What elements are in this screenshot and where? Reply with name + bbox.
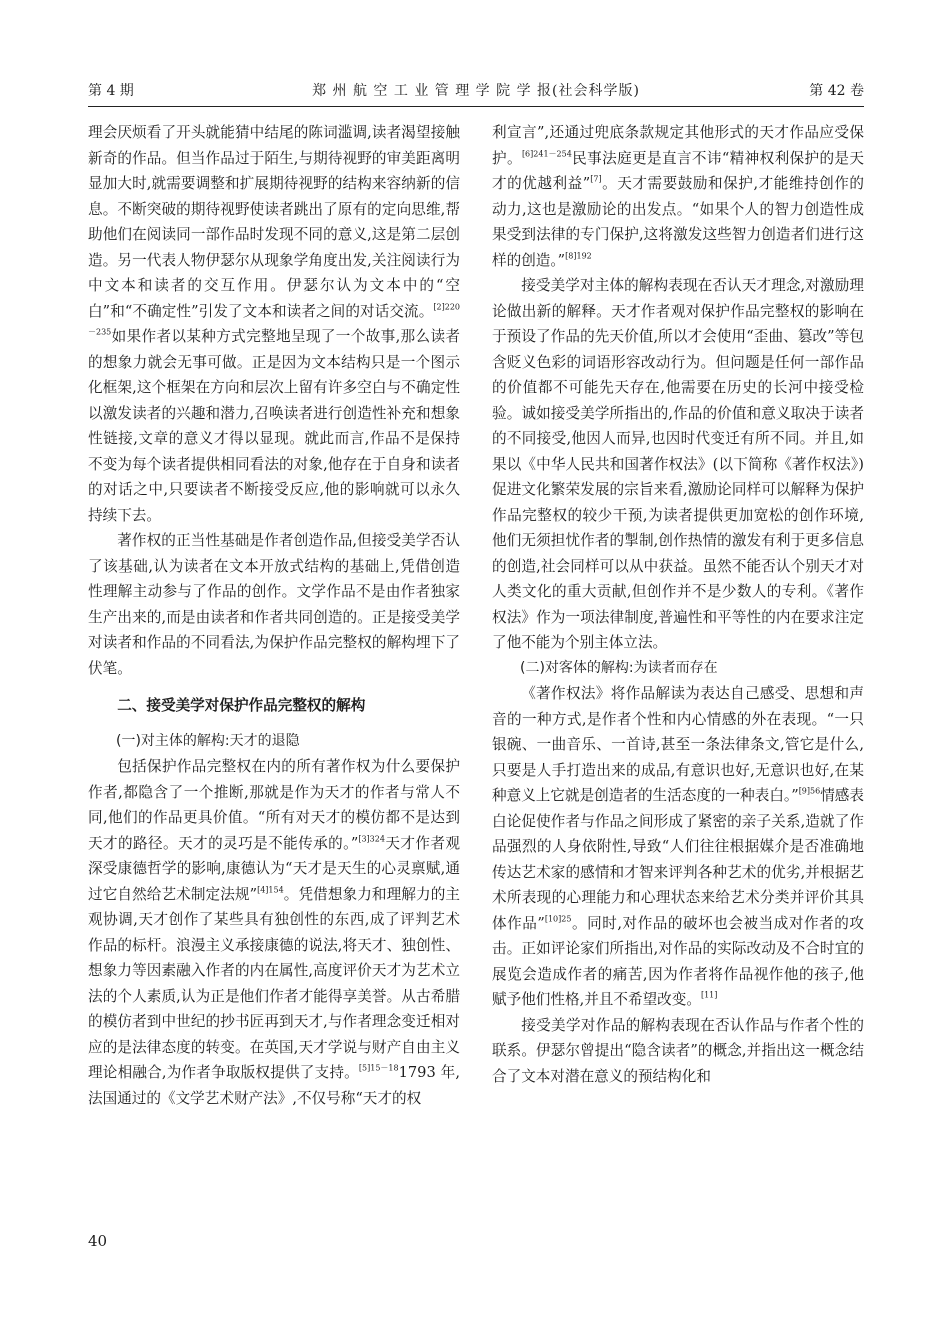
- citation: [6]241－254: [521, 149, 572, 159]
- section-heading: 二、接受美学对保护作品完整权的解构: [117, 697, 366, 714]
- volume-number: 第 42 卷: [809, 83, 864, 99]
- citation: [9]56: [798, 786, 821, 796]
- subsection-heading: (二)对客体的解构:为读者而存在: [520, 659, 718, 676]
- citation: [2]220－235: [88, 302, 460, 337]
- paragraph: 接受美学对主体的解构表现在否认天才理念,对激励理论做出新的解释。天才作者观对保护作品完整权的影响在于预设了作品的先天价值,所以才会使用“歪曲、篡改”等包含贬义色彩的词语形容改动行为。但问题是任何一部作品的价值都不可能先天存在,他需要在历史的长河中接受检验。诚如接受美学所指出的,作品的价值和意义取决于读者的不同接受,他因人而异,也因时代变迁有所不同。并且,如果以《中华人民共和国著作权法》(以下简称《著作权法》)促进文化繁荣发展的宗旨来看,激励论同样可以解释为保护作品完整权的较少干预,为读者提供更加宽松的创作环境,他们无须担忧作者的掣制,创作热情的激发有利于更多信息的创造,社会同样可以从中获益。虽然不能否认个别天才对人类文化的重大贡献,但创作并不是少数人的专利。《著作权法》作为一项法律制度,普遍性和平等性的内在要求注定了他不能为个别主体立法。: [492, 277, 864, 651]
- paragraph: 接受美学对作品的解构表现在否认作品与作者个性的联系。伊瑟尔曾提出“隐含读者”的概念,并指出这一概念结合了文本对潜在意义的预结构化和: [492, 1016, 864, 1085]
- subsection-heading: (一)对主体的解构:天才的退隐: [116, 732, 300, 749]
- right-column: [492, 120, 864, 1089]
- left-column: [88, 120, 460, 1111]
- citation: [5]15－18: [358, 1063, 399, 1073]
- running-header: [88, 80, 864, 104]
- paragraph: 《著作权法》将作品解读为表达自己感受、思想和声音的一种方式,是作者个性和内心情感的外在表现。“一只银碗、一曲音乐、一首诗,甚至一条法律条文,管它是什么,只要是人手打造出来的成品,有意识也好,无意识也好,在某种意义上它就是创造者的生活态度的一种表白。”$^{[9]56}$情感表白论促使作者与作品之间形成了紧密的亲子关系,造就了作品强烈的人身依附性,导致“人们往往根据媒介是否准确地传达艺术家的感情和才智来评判各种艺术的优劣,并根据艺术所表现的心理能力和心理状态来给艺术分类并评价其具体作品”$^{[10]25}$。同时,对作品的破坏也会被当成对作者的攻击。正如评论家们所指出,对作品的实际改动及不合时宜的展览会造成作者的痛苦,因为作者将作品视作他的孩子,他赋予他们性格,并且不希望改变。[11]: [492, 685, 864, 1008]
- paragraph: 理会厌烦看了开头就能猜中结尾的陈词滥调,读者渴望接触新奇的作品。但当作品过于陌生,与期待视野的审美距离明显加大时,就需要调整和扩展期待视野的结构来容纳新的信息。不断突破的期待视野使读者跳出了原有的定向思维,帮助他们在阅读同一部作品时发现不同的意义,这是第二层创造。另一代表人物伊瑟尔从现象学角度出发,关注阅读行为中文本和读者的交互作用。伊瑟尔认为文本中的“空白”和“不确定性”引发了文本和读者之间的对话交流。$^{[2]220-235}$如果作者以某种方式完整地呈现了一个故事,那么读者的想象力就会无事可做。正是因为文本结构只是一个图示化框架,这个框架在方向和层次上留有许多空白与不确定性以激发读者的兴趣和潜力,召唤读者进行创造性补充和想象性链接,文章的意义才得以显现。就此而言,作品不是保持不变为每个读者提供相同看法的对象,他存在于自身和读者的对话之中,只要读者不断接受反应,他的影响就可以永久持续下去。: [88, 124, 460, 524]
- citation: [7]: [590, 174, 602, 184]
- citation: [11]: [700, 990, 718, 1000]
- header-rule: [88, 106, 864, 107]
- paragraph: 利宣言”,还通过兜底条款规定其他形式的天才作品应受保护。$^{[6]241-254}$民事法庭更是直言不讳“精神权利保护的是天才的优越利益”[7]。天才需要鼓励和保护,才能维持创作的动力,这也是激励论的出发点。“如果个人的智力创造性成果受到法律的专门保护,这将激发这些智力创造者们进行这样的创造。”$^{[8]192}$: [492, 124, 864, 269]
- issue-number: 第 4 期: [88, 83, 134, 99]
- page-number: 40: [88, 1232, 108, 1250]
- citation: [10]25: [544, 914, 572, 924]
- paragraph: 著作权的正当性基础是作者创造作品,但接受美学否认了该基础,认为读者在文本开放式结构的基础上,凭借创造性理解主动参与了作品的创作。文学作品不是由作者独家生产出来的,而是由读者和作者共同创造的。正是接受美学对读者和作品的不同看法,为保护作品完整权的解构埋下了伏笔。: [88, 532, 460, 677]
- citation: [4]154: [257, 885, 284, 895]
- journal-title: 郑 州 航 空 工 业 管 理 学 院 学 报(社会科学版): [312, 83, 640, 99]
- paragraph: 包括保护作品完整权在内的所有著作权为什么要保护作者,都隐含了一个推断,那就是作为天才的作者与常人不同,他们的作品更具价值。“所有对天才的模仿都不是达到天才的路径。天才的灵巧是不能传承的。”$^{[3]324}$天才作者观深受康德哲学的影响,康德认为“天才是天生的心灵禀赋,通过它自然给艺术制定法规”$^{[4]154}$。凭借想象力和理解力的主观协调,天才创作了某些具有独创性的东西,成了评判艺术作品的标杆。浪漫主义承接康德的说法,将天才、独创性、想象力等因素融入作者的内在属性,高度评价天才为艺术立法的个人素质,认为正是他们作者才能得享美誉。从古希腊的模仿者到中世纪的抄书匠再到天才,与作者理念变迁相对应的是法律态度的转变。在英国,天才学说与财产自由主义理论相融合,为作者争取版权提供了支持。$^{[5]15-18}$1793 年,法国通过的《文学艺术财产法》,不仅号称“天才的权: [88, 758, 460, 1107]
- citation: [3]324: [358, 834, 385, 844]
- citation: [8]192: [565, 251, 592, 261]
